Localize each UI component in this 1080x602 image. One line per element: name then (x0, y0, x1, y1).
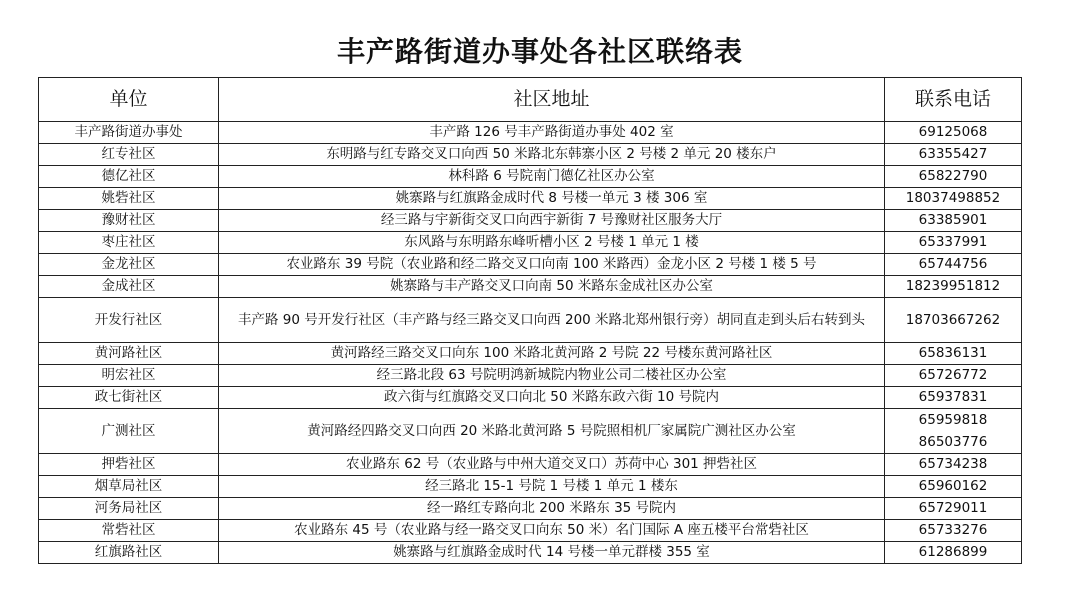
cell-unit: 红专社区 (39, 144, 219, 166)
cell-unit: 姚砦社区 (39, 188, 219, 210)
phone-number-secondary: 86503776 (918, 434, 988, 450)
cell-address: 经三路北段 63 号院明鸿新城院内物业公司二楼社区办公室 (219, 365, 885, 387)
table-row (39, 298, 1022, 343)
cell-unit: 黄河路社区 (39, 343, 219, 365)
cell-address: 经三路北 15-1 号院 1 号楼 1 单元 1 楼东 (219, 476, 885, 498)
cell-unit: 河务局社区 (39, 498, 219, 520)
cell-phone: 65822790 (885, 166, 1022, 188)
cell-unit: 明宏社区 (39, 365, 219, 387)
cell-address: 农业路东 45 号（农业路与经一路交叉口向东 50 米）名门国际 A 座五楼平台常砦社区 (219, 520, 885, 542)
cell-address: 黄河路经三路交叉口向东 100 米路北黄河路 2 号院 22 号楼东黄河路社区 (219, 343, 885, 365)
table-row (39, 476, 1022, 498)
table-row (39, 365, 1022, 387)
table-body (39, 122, 1022, 564)
cell-phone: 65734238 (885, 454, 1022, 476)
table-row (39, 166, 1022, 188)
table-row (39, 254, 1022, 276)
table-row (39, 276, 1022, 298)
cell-phone: 69125068 (885, 122, 1022, 144)
cell-unit: 政七街社区 (39, 387, 219, 409)
table-row (39, 409, 1022, 454)
cell-unit: 常砦社区 (39, 520, 219, 542)
cell-unit: 丰产路街道办事处 (39, 122, 219, 144)
cell-phone: 18037498852 (885, 188, 1022, 210)
cell-phone: 65337991 (885, 232, 1022, 254)
table-row (39, 188, 1022, 210)
table-row (39, 498, 1022, 520)
cell-unit: 押砦社区 (39, 454, 219, 476)
cell-address: 农业路东 39 号院（农业路和经二路交叉口向南 100 米路西）金龙小区 2 号楼 1 楼 5 号 (219, 254, 885, 276)
cell-address: 政六街与红旗路交叉口向北 50 米路东政六街 10 号院内 (219, 387, 885, 409)
cell-address: 姚寨路与红旗路金成时代 14 号楼一单元群楼 355 室 (219, 542, 885, 564)
cell-address: 黄河路经四路交叉口向西 20 米路北黄河路 5 号院照相机厂家属院广测社区办公室 (219, 409, 885, 454)
table-row (39, 122, 1022, 144)
cell-unit: 广测社区 (39, 409, 219, 454)
cell-address: 经三路与宇新街交叉口向西宇新街 7 号豫财社区服务大厅 (219, 210, 885, 232)
cell-phone: 65960162 (885, 476, 1022, 498)
contact-table (38, 77, 1022, 564)
cell-unit: 金成社区 (39, 276, 219, 298)
table-header-row (39, 78, 1022, 122)
cell-address: 林科路 6 号院南门德亿社区办公室 (219, 166, 885, 188)
cell-phone: 65744756 (885, 254, 1022, 276)
cell-address: 东风路与东明路东峰听槽小区 2 号楼 1 单元 1 楼 (219, 232, 885, 254)
cell-address: 经一路红专路向北 200 米路东 35 号院内 (219, 498, 885, 520)
table-row (39, 454, 1022, 476)
table-row (39, 387, 1022, 409)
cell-unit: 金龙社区 (39, 254, 219, 276)
header-phone: 联系电话 (885, 78, 1022, 122)
cell-unit: 豫财社区 (39, 210, 219, 232)
table-row (39, 144, 1022, 166)
cell-phone: 65726772 (885, 365, 1022, 387)
cell-phone: 65937831 (885, 387, 1022, 409)
cell-address: 姚寨路与丰产路交叉口向南 50 米路东金成社区办公室 (219, 276, 885, 298)
cell-phone (885, 409, 1022, 454)
cell-phone: 18239951812 (885, 276, 1022, 298)
header-unit: 单位 (39, 78, 219, 122)
cell-address: 农业路东 62 号（农业路与中州大道交叉口）苏荷中心 301 押砦社区 (219, 454, 885, 476)
table-row (39, 232, 1022, 254)
table-row (39, 210, 1022, 232)
page-title: 丰产路街道办事处各社区联络表 (336, 35, 743, 68)
cell-phone: 18703667262 (885, 298, 1022, 343)
cell-phone: 63385901 (885, 210, 1022, 232)
cell-address: 东明路与红专路交叉口向西 50 米路北东韩寨小区 2 号楼 2 单元 20 楼东户 (219, 144, 885, 166)
cell-address: 姚寨路与红旗路金成时代 8 号楼一单元 3 楼 306 室 (219, 188, 885, 210)
cell-address: 丰产路 90 号开发行社区（丰产路与经三路交叉口向西 200 米路北郑州银行旁）胡同直走到头后右转到头 (219, 298, 885, 343)
cell-unit: 开发行社区 (39, 298, 219, 343)
phone-number: 65959818 (918, 412, 988, 428)
cell-unit: 枣庄社区 (39, 232, 219, 254)
cell-unit: 烟草局社区 (39, 476, 219, 498)
table-row (39, 520, 1022, 542)
table-row (39, 343, 1022, 365)
cell-phone: 61286899 (885, 542, 1022, 564)
cell-phone: 65836131 (885, 343, 1022, 365)
cell-phone: 65733276 (885, 520, 1022, 542)
cell-phone: 65729011 (885, 498, 1022, 520)
cell-unit: 红旗路社区 (39, 542, 219, 564)
header-address: 社区地址 (219, 78, 885, 122)
cell-phone: 63355427 (885, 144, 1022, 166)
cell-address: 丰产路 126 号丰产路街道办事处 402 室 (219, 122, 885, 144)
cell-unit: 德亿社区 (39, 166, 219, 188)
table-row (39, 542, 1022, 564)
